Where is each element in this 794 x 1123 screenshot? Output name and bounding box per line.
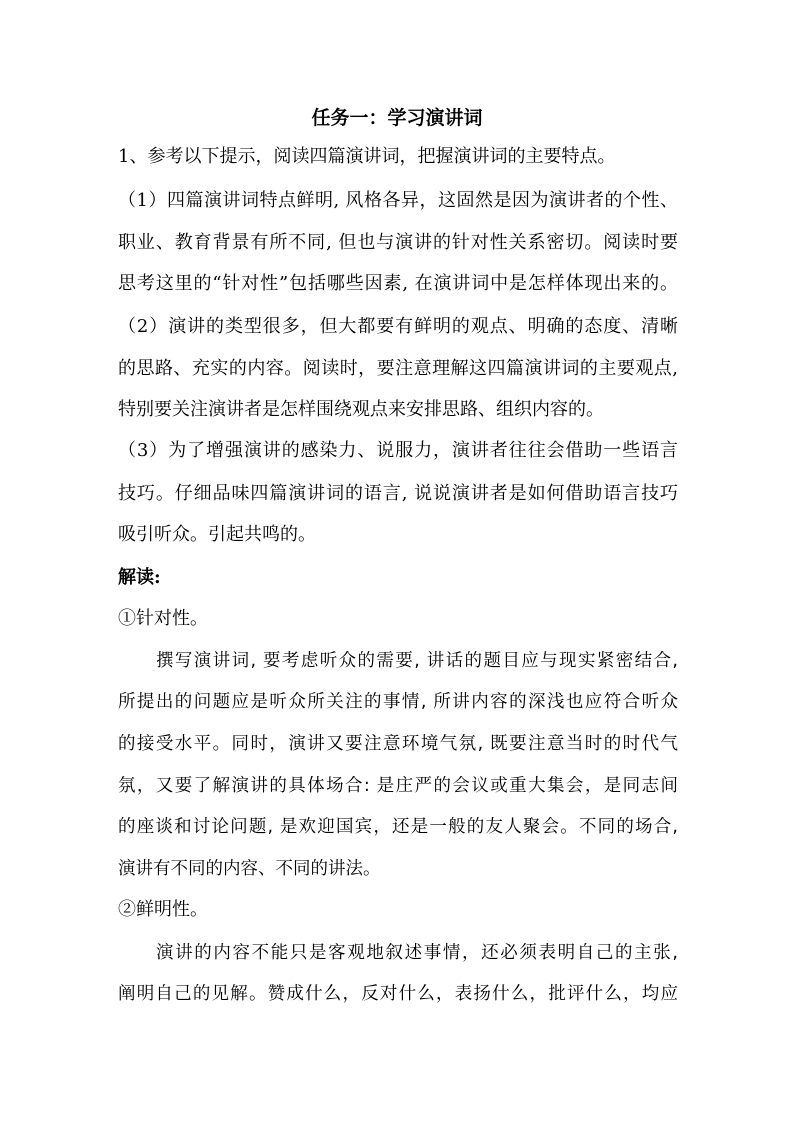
point1-line: 所提出的问题应是听众所关注的事情, 所讲内容的深浅也应符合听众 [118,692,678,712]
point2-heading: ②鲜明性。 [118,899,208,920]
prompt2-line: 的思路、充实的内容。阅读时，要注意理解这四篇演讲词的主要观点, [118,358,678,379]
point1-heading: ①针对性。 [118,608,208,629]
analysis-heading: 解读: [118,567,161,588]
prompt2-line: （2）演讲的类型很多，但大都要有鲜明的观点、明确的态度、清晰 [118,316,678,337]
prompt3-line: （3）为了增强演讲的感染力、说服力，演讲者往往会借助一些语言 [118,440,678,461]
prompt2-line: 特别要关注演讲者是怎样围绕观点来安排思路、组织内容的。 [118,399,604,420]
point1-line: 的座谈和讨论问题, 是欢迎国宾，还是一般的友人聚会。不同的场合, [118,817,678,837]
point1-line: 撰写演讲词, 要考虑听众的需要, 讲话的题目应与现实紧密结合, [156,651,678,671]
point2-line: 阐明自己的见解。赞成什么，反对什么，表扬什么，批评什么，均应 [118,984,678,1004]
prompt3-line: 技巧。仔细品味四篇演讲词的语言, 说说演讲者是如何借助语言技巧 [118,483,678,504]
point2-line: 演讲的内容不能只是客观地叙述事情，还必须表明自己的主张, [156,943,678,963]
prompt3-line: 吸引听众。引起共鸣的。 [118,524,316,545]
intro-line: 1、参考以下提示，阅读四篇演讲词，把握演讲词的主要特点。 [118,146,616,167]
prompt1-line: 思考这里的“针对性”包括哪些因素, 在演讲词中是怎样体现出来的。 [118,273,678,294]
point1-line: 演讲有不同的内容、不同的讲法。 [118,859,381,879]
point1-line: 氛，又要了解演讲的具体场合: 是庄严的会议或重大集会，是同志间 [118,776,678,796]
point1-line: 的接受水平。同时，演讲又要注意环境气氛, 既要注意当时的时代气 [118,734,678,754]
document-title: 任务一：学习演讲词 [311,107,483,129]
prompt1-line: （1）四篇演讲词特点鲜明, 风格各异，这固然是因为演讲者的个性、 [118,190,678,211]
prompt1-line: 职业、教育背景有所不同, 但也与演讲的针对性关系密切。阅读时要 [118,232,678,253]
